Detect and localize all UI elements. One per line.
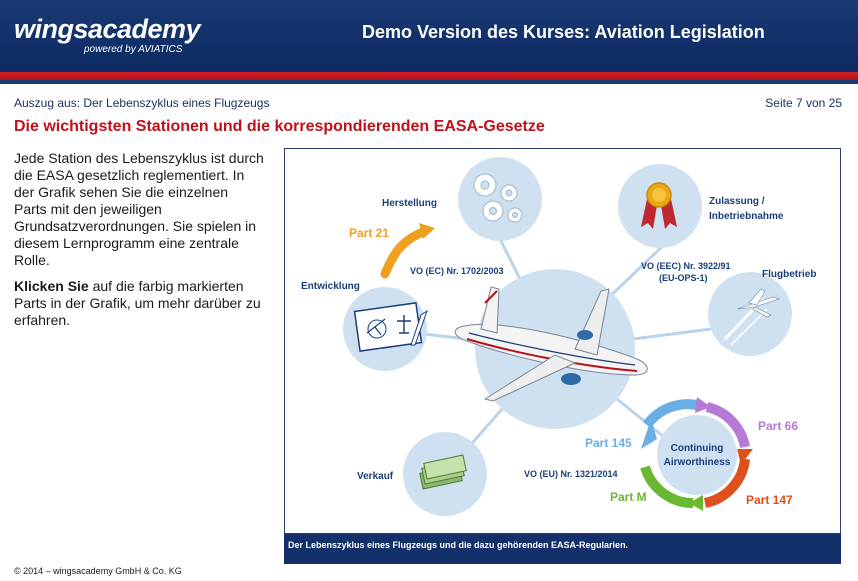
label-zulassung-2: Inbetriebnahme <box>709 211 784 222</box>
lifecycle-diagram <box>285 149 842 535</box>
label-vo-3922-2: (EU-OPS-1) <box>659 273 708 283</box>
label-vo-1702: VO (EC) Nr. 1702/2003 <box>410 266 504 276</box>
continuing-airworthiness-cycle[interactable] <box>641 397 753 511</box>
logo-tagline: powered by AVIATICS <box>84 44 183 55</box>
header-blue-stripe <box>0 80 858 84</box>
continuing-label-1: Continuing <box>670 443 724 454</box>
label-verkauf: Verkauf <box>357 471 394 482</box>
label-entwicklung: Entwicklung <box>301 281 360 292</box>
course-title: Demo Version des Kurses: Aviation Legislation <box>362 22 765 42</box>
diagram-caption-bar <box>284 534 841 564</box>
wingsacademy-logo <box>14 14 201 55</box>
header-red-stripe <box>0 72 858 80</box>
page-indicator: Seite 7 von 25 <box>765 96 842 110</box>
label-vo-1321: VO (EU) Nr. 1321/2014 <box>524 469 618 479</box>
partm-label[interactable]: Part M <box>610 490 647 504</box>
part147-label[interactable]: Part 147 <box>746 493 793 507</box>
diagram-caption: Der Lebenszyklus eines Flugzeugs und die dazu gehörenden EASA-Regularien. <box>288 540 629 550</box>
breadcrumb: Auszug aus: Der Lebenszyklus eines Flugzeugs <box>14 96 270 110</box>
header-bar <box>0 0 858 72</box>
part145-label[interactable]: Part 145 <box>585 436 632 450</box>
instruction-text <box>14 278 276 329</box>
label-flugbetrieb: Flugbetrieb <box>762 269 817 280</box>
footer-copyright: © 2014 – wingsacademy GmbH & Co. KG <box>14 566 182 576</box>
continuing-label-2: Airworthiness <box>663 457 731 468</box>
part21-label[interactable]: Part 21 <box>349 226 390 240</box>
label-vo-3922-1: VO (EEC) Nr. 3922/91 <box>641 261 731 271</box>
blueprint-drawing-icon <box>355 303 427 351</box>
page-title: Die wichtigsten Stationen und die korrespondierenden EASA-Gesetze <box>14 118 545 135</box>
instruction-rest: auf die farbig markierten Parts in der Grafik, um mehr darüber zu erfahren. <box>14 278 261 328</box>
station-circle-herstellung[interactable] <box>458 157 542 241</box>
label-herstellung: Herstellung <box>382 198 438 209</box>
intro-text: Jede Station des Lebenszyklus ist durch die EASA gesetzlich reglementiert. In der Grafik sehen Sie die einzelnen Parts mit den jeweiligen Grundsatzverordnungen. Sie spielen in diesem Lernprogramm eine zentrale Rolle. <box>14 150 264 268</box>
lifecycle-diagram-panel <box>284 148 841 534</box>
label-zulassung-1: Zulassung / <box>709 196 765 207</box>
instruction-bold: Klicken Sie <box>14 278 89 294</box>
part66-label[interactable]: Part 66 <box>758 419 799 433</box>
logo-wordmark: wingsacademy <box>14 14 201 44</box>
